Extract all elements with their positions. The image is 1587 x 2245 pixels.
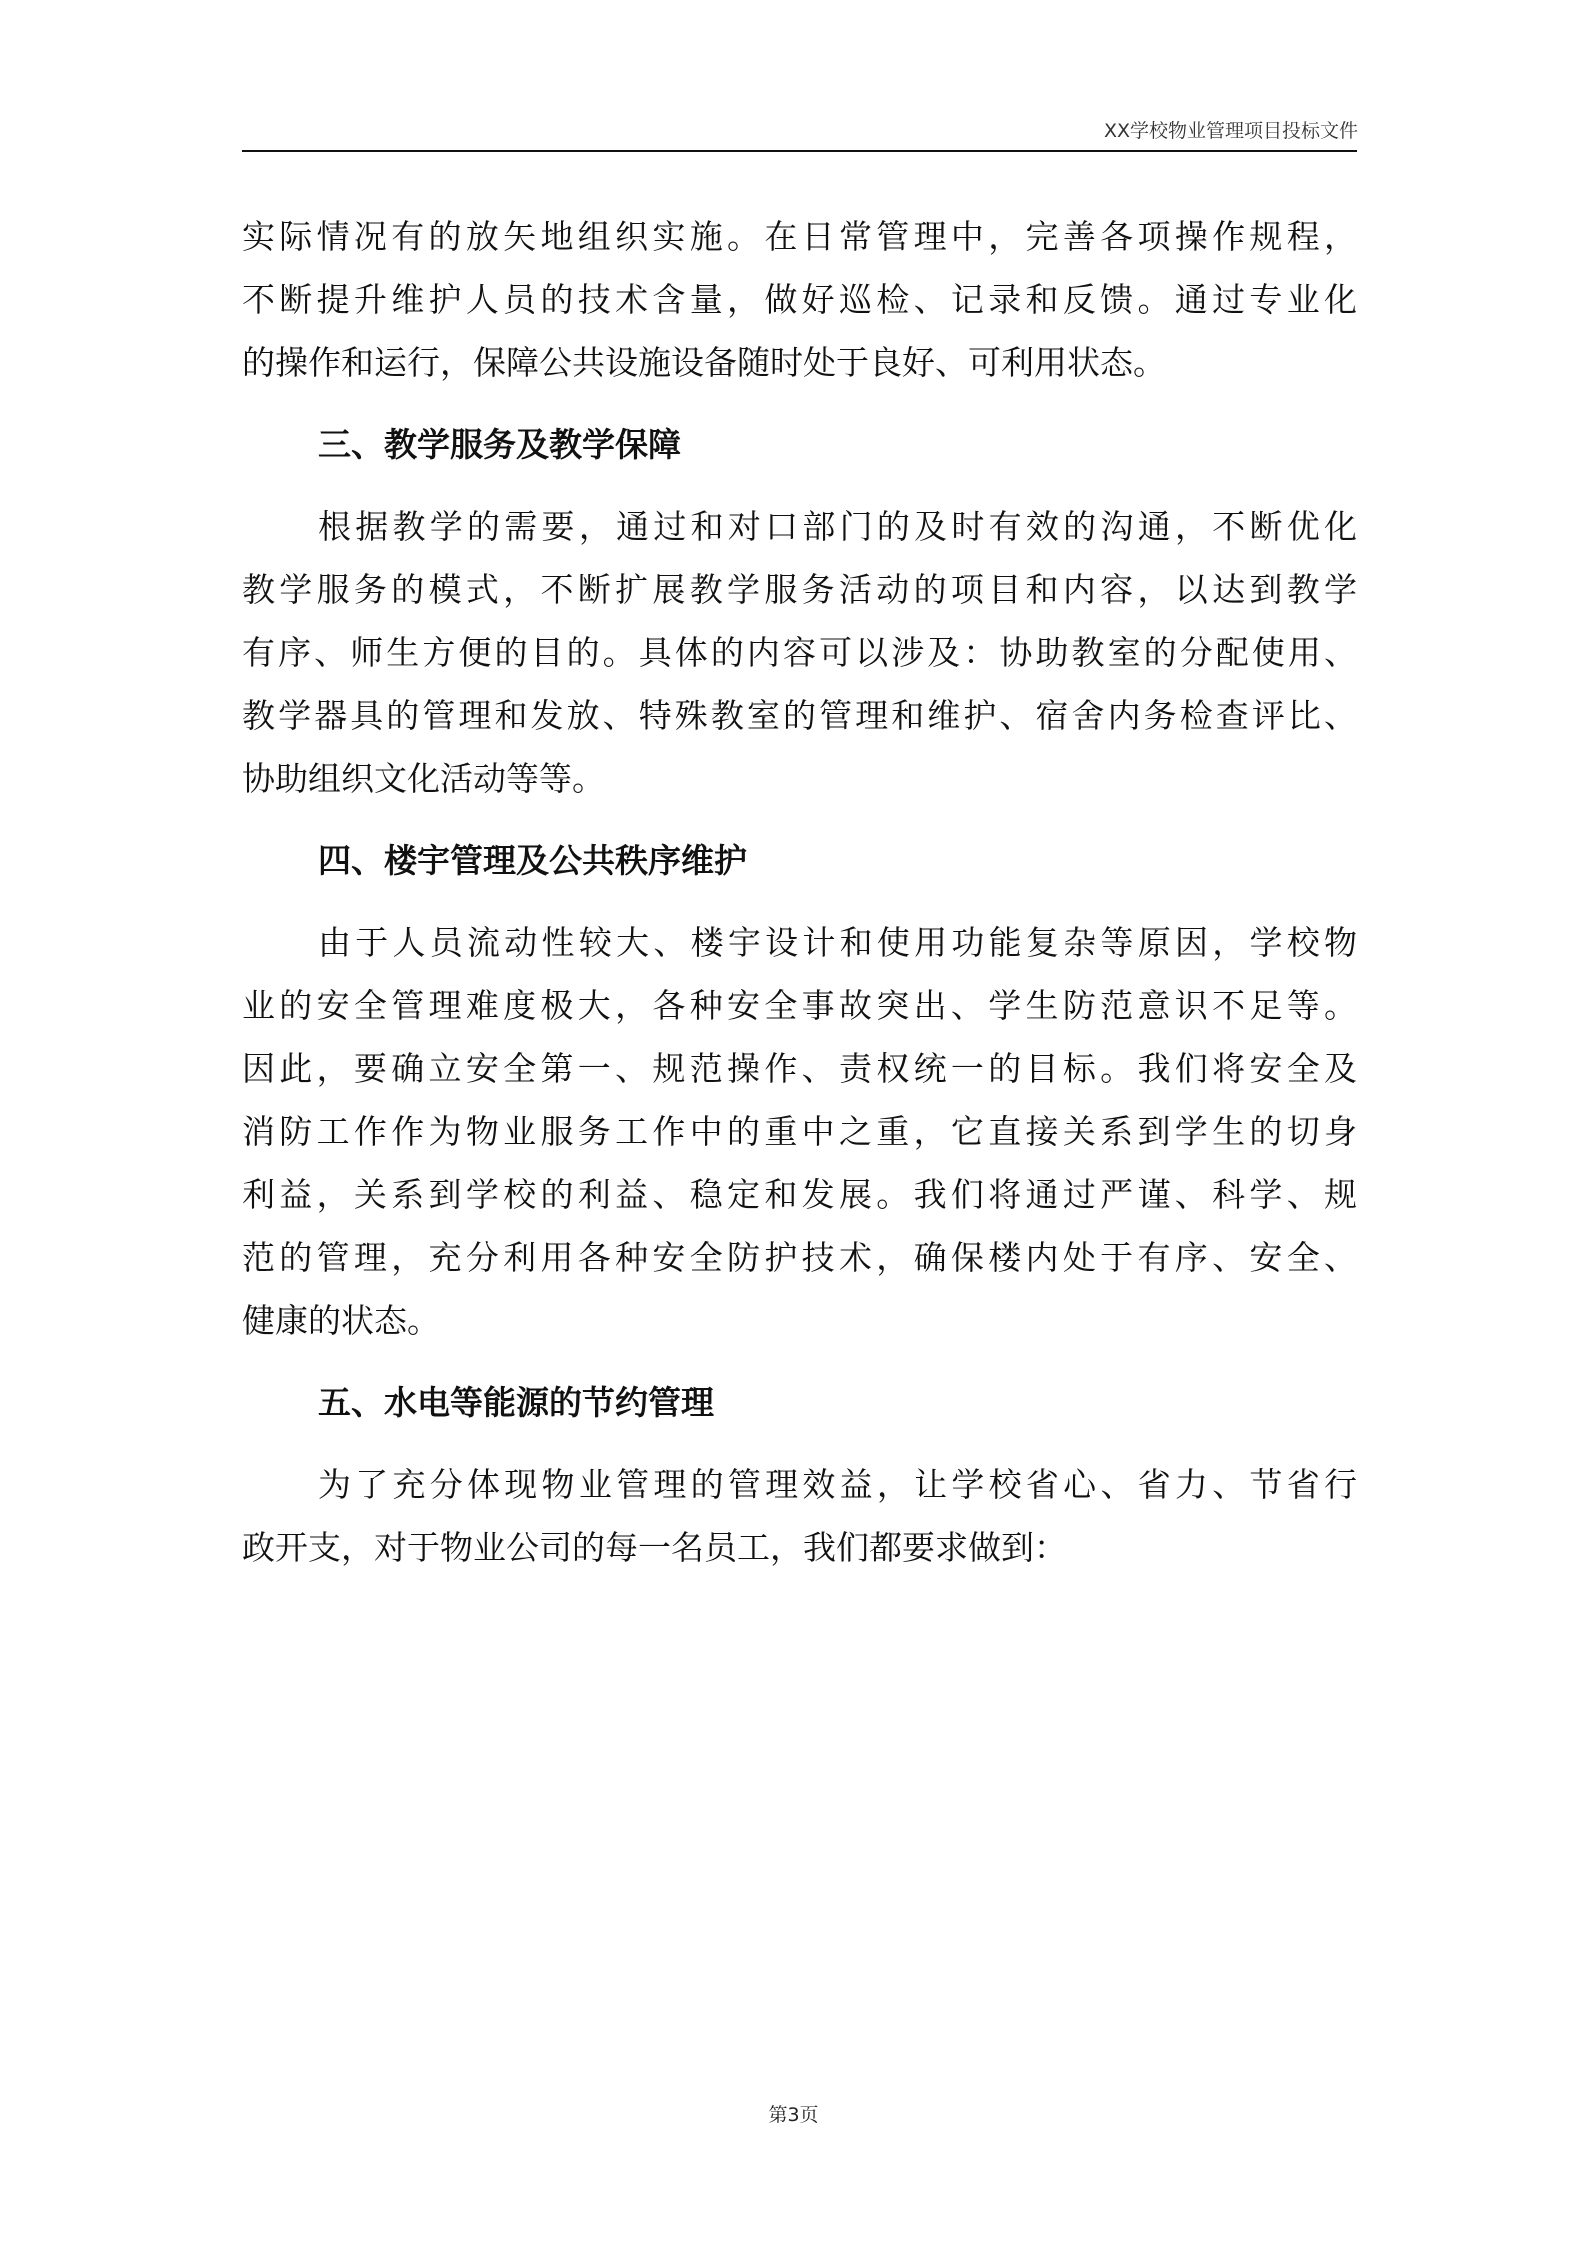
body-line: 有序、师生方便的目的。具体的内容可以涉及：协助教室的分配使用、 — [242, 633, 1357, 672]
header-divider — [242, 150, 1357, 152]
body-line: 教学器具的管理和发放、特殊教室的管理和维护、宿舍内务检查评比、 — [242, 696, 1357, 735]
section-heading-5: 五、水电等能源的节约管理 — [318, 1383, 714, 1422]
body-line: 实际情况有的放矢地组织实施。在日常管理中，完善各项操作规程， — [242, 217, 1357, 256]
section-heading-3: 三、教学服务及教学保障 — [318, 425, 681, 464]
body-line: 由于人员流动性较大、楼宇设计和使用功能复杂等原因，学校物 — [318, 923, 1357, 962]
body-line: 政开支，对于物业公司的每一名员工，我们都要求做到： — [242, 1528, 1067, 1567]
body-line: 的操作和运行，保障公共设施设备随时处于良好、可利用状态。 — [242, 343, 1166, 382]
body-line: 健康的状态。 — [242, 1301, 440, 1340]
body-line: 为了充分体现物业管理的管理效益，让学校省心、省力、节省行 — [318, 1465, 1357, 1504]
body-line: 根据教学的需要，通过和对口部门的及时有效的沟通，不断优化 — [318, 507, 1357, 546]
document-header-title: XX学校物业管理项目投标文件 — [1103, 120, 1358, 142]
section-heading-4: 四、楼宇管理及公共秩序维护 — [318, 841, 747, 880]
page-number: 第3页 — [768, 2104, 819, 2126]
body-line: 范的管理，充分利用各种安全防护技术，确保楼内处于有序、安全、 — [242, 1238, 1357, 1277]
body-line: 消防工作作为物业服务工作中的重中之重，它直接关系到学生的切身 — [242, 1112, 1357, 1151]
body-line: 利益，关系到学校的利益、稳定和发展。我们将通过严谨、科学、规 — [242, 1175, 1357, 1214]
body-line: 教学服务的模式，不断扩展教学服务活动的项目和内容，以达到教学 — [242, 570, 1357, 609]
body-line: 协助组织文化活动等等。 — [242, 759, 605, 798]
body-line: 业的安全管理难度极大，各种安全事故突出、学生防范意识不足等。 — [242, 986, 1357, 1025]
body-line: 因此，要确立安全第一、规范操作、责权统一的目标。我们将安全及 — [242, 1049, 1357, 1088]
document-body — [242, 205, 1357, 1579]
body-line: 不断提升维护人员的技术含量，做好巡检、记录和反馈。通过专业化 — [242, 280, 1357, 319]
